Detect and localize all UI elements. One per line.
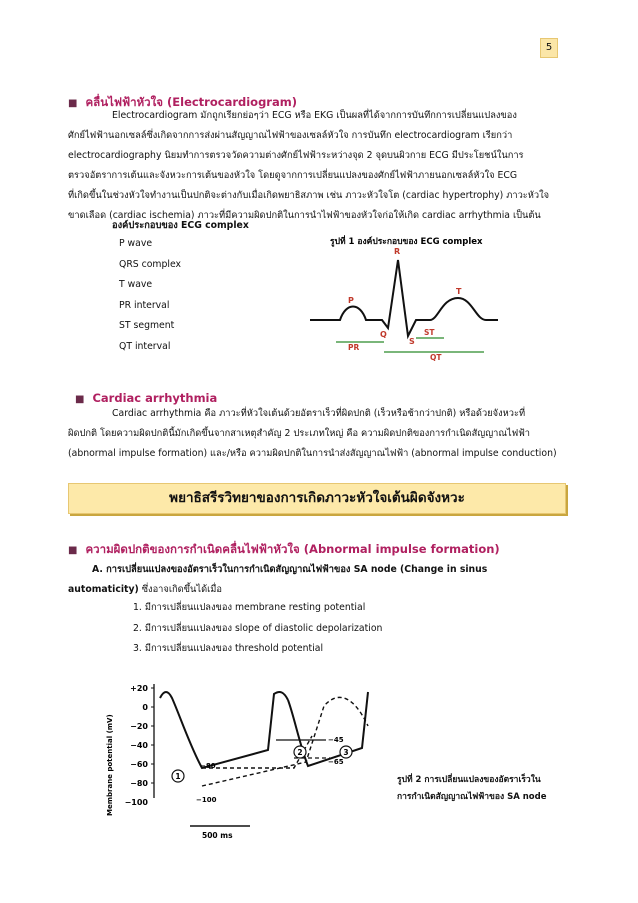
heading-english: (Electrocardiogram)	[167, 95, 297, 109]
figure2-caption	[397, 772, 546, 806]
section-impulse-formation-heading	[68, 541, 500, 559]
arrhythmia-line-2: ผิดปกติ โดยความผิดปกตินี้มักเกิดขึ้นจากสาเหตุสำคัญ 2 ประเภทใหญ่ คือ ความผิดปกติของการกำเนิดสัญญาณไฟฟ้า	[68, 428, 531, 439]
y-tick-label: −20	[130, 722, 148, 731]
list-item: QT interval	[119, 340, 171, 352]
list-item: T wave	[119, 279, 153, 290]
subsection-a-rest: ซึ่งอาจเกิดขึ้นได้เมื่อ	[138, 584, 222, 595]
annotation-minus-65: −65	[328, 758, 344, 766]
list-item: PR interval	[119, 299, 170, 311]
heading-english: Cardiac arrhythmia	[92, 391, 218, 405]
arrhythmia-line-1: Cardiac arrhythmia คือ ภาวะที่หัวใจเต้นด้วยอัตราเร็วที่ผิดปกติ (เร็วหรือช้ากว่าปกติ) หรือด้วยจังหวะที่	[112, 408, 526, 419]
ecg-line-1: Electrocardiogram มักถูกเรียกย่อๆว่า ECG หรือ EKG เป็นผลที่ได้จากการบันทึกการเปลี่ยนแปลงของ	[112, 110, 517, 121]
y-tick-label: −40	[130, 741, 148, 750]
subsection-a	[68, 560, 566, 600]
arrhythmia-line-3: (abnormal impulse formation) และ/หรือ ความผิดปกติในการนำส่งสัญญาณไฟฟ้า (abnormal impulse conduction)	[68, 448, 557, 459]
marker-3-label: 3	[343, 748, 349, 757]
list-item: P wave	[119, 238, 153, 249]
y-tick-label: 0	[142, 703, 148, 712]
time-scale-label: 500 ms	[202, 831, 233, 840]
figure1-caption: รูปที่ 1 องค์ประกอบของ ECG complex	[330, 237, 483, 247]
list-item: 3. มีการเปลี่ยนแปลงของ threshold potential	[133, 643, 324, 654]
section-banner: พยาธิสรีรวิทยาของการเกิดภาวะหัวใจเต้นผิดจังหวะ	[68, 483, 566, 514]
list-item: 2. มีการเปลี่ยนแปลงของ slope of diastolic depolarization	[133, 622, 383, 634]
baseline-potential-trace	[160, 692, 288, 768]
list-item: 1. มีการเปลี่ยนแปลงของ membrane resting potential	[133, 602, 366, 613]
annotation-minus-80: −80	[200, 762, 216, 770]
y-tick-label: −60	[130, 760, 148, 769]
ecg-line-5: ที่เกิดขึ้นในช่วงหัวใจทำงานเป็นปกติจะต่างกับเมื่อเกิดพยาธิสภาพ เช่น ภาวะหัวใจโต (cardiac hypertrophy) ภาวะหัวใจ	[68, 190, 550, 201]
label-pr: PR	[348, 343, 360, 352]
y-tick-label: −100	[124, 798, 148, 807]
label-s: S	[409, 337, 415, 346]
heading-thai: ความผิดปกติของการกำเนิดคลื่นไฟฟ้าหัวใจ	[85, 542, 300, 556]
impulse-causes-list	[133, 598, 382, 660]
heading-english: (Abnormal impulse formation)	[303, 542, 500, 556]
list-item: ST segment	[119, 320, 175, 331]
label-r: R	[394, 247, 401, 256]
page-number: 5	[540, 38, 558, 58]
y-axis-label: Membrane potential (mV)	[106, 714, 114, 816]
section-arrhythmia-heading	[75, 391, 217, 405]
figure2-caption-line-2: การกำเนิดสัญญาณไฟฟ้าของ SA node	[397, 792, 547, 802]
heading-thai: คลื่นไฟฟ้าหัวใจ	[85, 95, 163, 109]
label-st: ST	[424, 328, 435, 337]
subsection-a-line-2	[68, 580, 566, 600]
marker-1-label: 1	[175, 772, 181, 781]
ecg-complex-svg	[290, 232, 508, 362]
ecg-trace	[310, 260, 498, 336]
ecg-components-title: องค์ประกอบของ ECG complex	[112, 220, 249, 231]
ecg-components-list	[119, 234, 181, 357]
y-tick-label: +20	[130, 684, 148, 693]
subsection-a-term: automaticity)	[68, 584, 139, 595]
square-bullet-icon: ■	[68, 545, 78, 556]
list-item: QRS complex	[119, 258, 182, 270]
annotation-minus-100: −100	[196, 796, 217, 804]
figure-ecg-complex	[290, 232, 508, 362]
marker-2-label: 2	[297, 748, 303, 757]
label-t: T	[456, 287, 462, 296]
square-bullet-icon: ■	[75, 394, 85, 405]
y-tick-label: −80	[130, 779, 148, 788]
subsection-a-line-1: A. การเปลี่ยนแปลงของอัตราเร็วในการกำเนิดสัญญาณไฟฟ้าของ SA node (Change in sinus	[92, 564, 488, 575]
ecg-line-4: ตรวจอัตราการเต้นและจังหวะการเต้นของหัวใจ โดยดูจากการเปลี่ยนแปลงของศักย์ไฟฟ้าภายนอกเซลล์หัวใจ ECG	[68, 170, 518, 181]
figure2-caption-line-1: รูปที่ 2 การเปลี่ยนแปลงของอัตราเร็วใน	[397, 775, 541, 785]
sa-node-svg	[98, 676, 383, 848]
ecg-line-2: ศักย์ไฟฟ้านอกเซลล์ซึ่งเกิดจากการส่งผ่านสัญญาณไฟฟ้าของเซลล์หัวใจ การบันทึก electrocardiogram เรียกว่า	[68, 130, 513, 141]
arrhythmia-paragraph	[68, 404, 566, 464]
square-bullet-icon: ■	[68, 98, 78, 109]
figure-sa-node-potential	[98, 676, 383, 848]
label-q: Q	[380, 330, 387, 339]
label-p: P	[348, 296, 354, 305]
label-qt: QT	[430, 353, 442, 362]
annotation-minus-45: −45	[328, 736, 344, 744]
ecg-line-6: ขาดเลือด (cardiac ischemia) ภาวะที่มีความผิดปกติในการนำไฟฟ้าของหัวใจก่อให้เกิด cardiac arrhythmia เป็นต้น	[68, 210, 541, 221]
ecg-line-3: electrocardiography นิยมทำการตรวจวัดความต่างศักย์ไฟฟ้าระหว่างจุด 2 จุดบนผิวกาย ECG มีประโยชน์ในการ	[68, 150, 524, 161]
ecg-paragraph	[68, 104, 566, 226]
